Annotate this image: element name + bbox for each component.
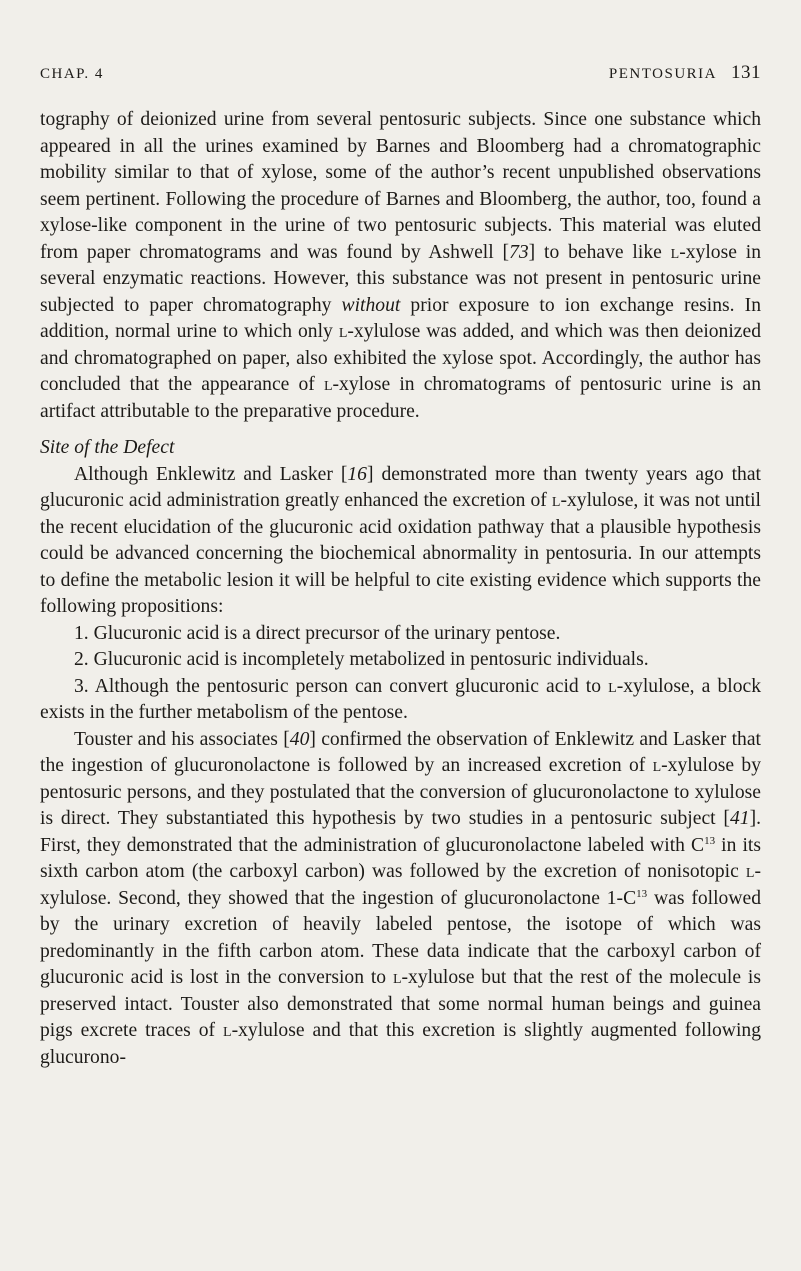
emphasis-text: without bbox=[341, 294, 401, 316]
paragraph-continuation: tography of deionized urine from several pentosuric subjects. Since one substance which appeared in all the urines examined by Barnes and Bloomberg had a chromatographic mobility similar to that of xylose, some of the author’s recent unpublished observations seem pertinent. Following the procedure of Barnes and Bloomberg, the author, too, found a xylose-like component in the urine of two pentosuric subjects. This material was eluted from paper chromatograms and was found by Ashwell [73] to behave like l-xylose in several enzymatic reactions. However, this substance was not present in pentosuric urine subjected to paper chromatography without prior exposure to ion exchange resins. In addition, normal urine to which only l-xylulose was added, and which was then deionized and chromatographed on paper, also exhibited the xylose spot. Accordingly, the author has concluded that the appearance of l-xylose in chromatograms of pentosuric urine is an artifact attributable to the preparative procedure. bbox=[40, 109, 762, 422]
proposition-item-2: 2. Glucuronic acid is incompletely metabolized in pentosuric individuals. bbox=[74, 649, 649, 670]
isotope-superscript: 13 bbox=[636, 887, 648, 900]
paragraph: Touster and his associates [40] confirmed the observation of Enklewitz and Lasker that the ingestion of glucuronolactone is followed by an increased excretion of l-xylulose by pentosuric persons, and they postulated that the conversion of glucuronolactone to xylulose is direct. They substantiated this hypothesis by two studies in a pentosuric subject [41]. First, they demonstrated that the administration of glucuronolactone labeled with $C^{13}$ in its sixth carbon atom (the carboxyl carbon) was followed by the excretion of nonisotopic l-xylulose. Second, they showed that the ingestion of glucuronolactone $1-C^{13}$ was followed by the urinary excretion of heavily labeled pentose, the isotope of which was predominantly in the fifth carbon atom. These data indicate that the carboxyl carbon of glucuronic acid is lost in the conversion to l-xylulose but that the rest of the molecule is preserved intact. Touster also demonstrated that some normal human beings and guinea pigs excrete traces of l-xylulose and that this excretion is slightly augmented following glucurono- bbox=[40, 728, 761, 1068]
running-title: PENTOSURIA bbox=[608, 66, 717, 82]
page-number: 131 bbox=[731, 62, 761, 83]
proposition-item-1: 1. Glucuronic acid is a direct precursor of the urinary pentose. bbox=[74, 622, 561, 644]
running-head bbox=[40, 62, 761, 84]
chapter-label: CHAP. 4 bbox=[40, 66, 104, 82]
isotope-superscript: 13 bbox=[704, 834, 716, 847]
body-text bbox=[40, 107, 761, 1071]
citation-ref: 41 bbox=[729, 808, 750, 829]
header-right bbox=[609, 62, 761, 84]
citation-ref: 40 bbox=[289, 728, 310, 750]
paragraph: Although Enklewitz and Lasker [16] demonstrated more than twenty years ago that glucuronic acid administration greatly enhanced the excretion of l-xylulose, it was not until the recent elucidation of the glucuronic acid oxidation pathway that a plausible hypothesis could be advanced concerning the biochemical abnormality in pentosuria. In our attempts to define the metabolic lesion it will be helpful to cite existing evidence which supports the following propositions: bbox=[40, 463, 761, 617]
citation-ref: 73 bbox=[509, 241, 529, 263]
section-heading: Site of the Defect bbox=[40, 437, 175, 458]
proposition-item-3: 3. Although the pentosuric person can convert glucuronic acid to l-xylulose, a block exists in the further metabolism of the pentose. bbox=[40, 675, 761, 723]
citation-ref: 16 bbox=[347, 463, 367, 485]
